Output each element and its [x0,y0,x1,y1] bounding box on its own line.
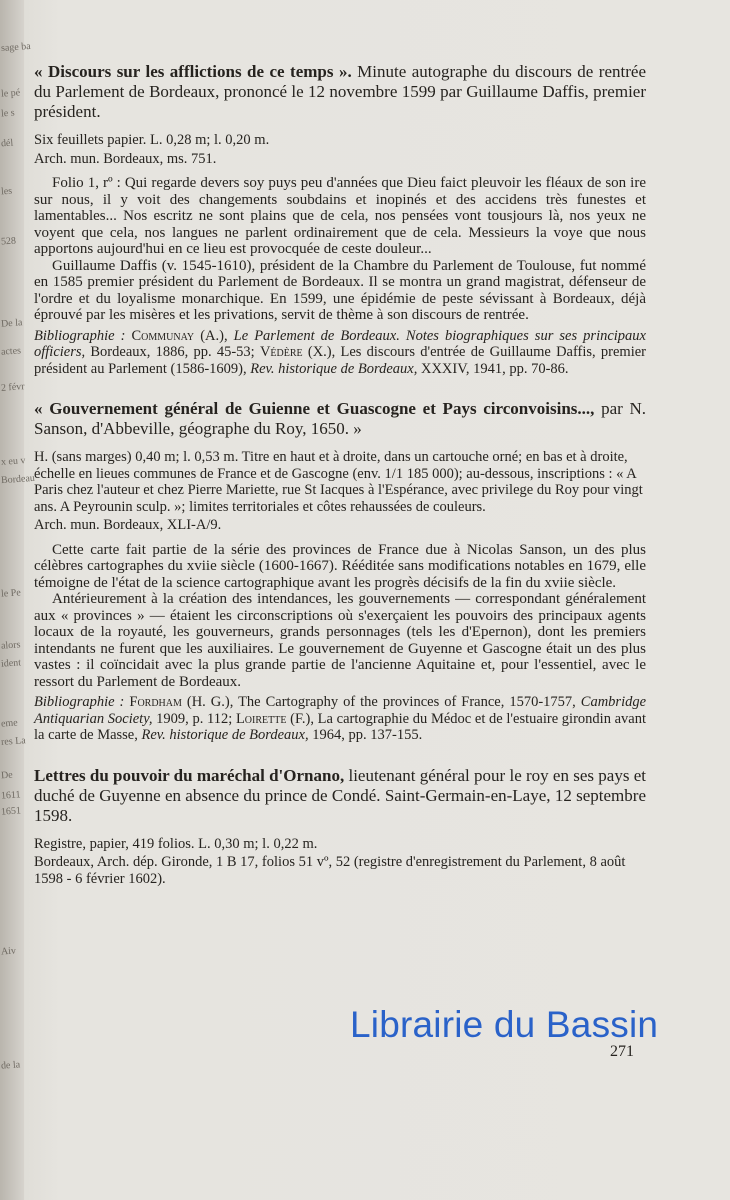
gutter-text: Bordeau [0,472,36,487]
biblio-journal-title: Rev. historique de Bordeaux, [250,360,418,377]
commentary-paragraph: Guillaume Daffis (v. 1545-1610), président de la Chambre du Parlement de Toulouse, fut nommé en 1585 premier président du Parlement de Bordeaux. Il se montra un grand magistrat, défenseur de l'ordre et du loyalisme monarchique. En 1599, une épidémie de peste sévissant à Bordeaux, déjà éprouvé par les misères et les privations, servit de thème à son discours de rentrée. [34,257,646,323]
gutter-text: res La [0,735,27,748]
gutter-text: 1611 [0,789,22,802]
entry-body [34,542,646,691]
entry-title-rest: par N. Sanson, d'Abbeville, géographe du Roy, 1650. » [34,399,646,438]
biblio-work-title: Le Parlement de Bordeaux. Notes biographiques sur ses principaux officiers, [34,327,646,360]
physical-description: Six feuillets papier. L. 0,28 m; l. 0,20 m. [34,132,270,148]
biblio-text: Bordeaux, 1886, pp. 45-53; [90,344,255,360]
biblio-text: XXXIV, 1941, pp. 70-86. [420,360,569,377]
catalogue-entry-gouvernement [34,399,646,744]
gutter-text: x eu v [0,455,26,468]
commentary-paragraph: Cette carte fait partie de la série des provinces de France due à Nicolas Sanson, un des plus célèbres cartographes du xviie siècle (1600-1667). Rééditée sans modifications notables en 1679, elle témoigne de l'état de la science cartographique avant les progrès décisifs de la fin du xviie siècle. [34,541,646,591]
page-number: 271 [610,1043,634,1060]
left-gutter-bleed [0,0,36,1200]
physical-description: H. (sans marges) 0,40 m; l. 0,53 m. Titre en haut et à droite, dans un cartouche orné; en bas et à droite, échelle en lieues communes de France et de Gascogne (env. 1/1 185 000); au-dessous, inscriptions : « A Paris chez l'auteur et chez Pierre Mariette, rue St Iacques à l'Espérance, avec privilege du Roy pour vingt ans. A Peyrounin sculp. »; limites territoriales et côtes rehaussées de couleurs. [34,449,643,515]
gutter-text: De [0,769,14,782]
gutter-text: sage ba [0,40,32,55]
biblio-author: Védère (X.), [259,344,336,360]
biblio-author: Loirette (F.), [235,710,314,727]
gutter-text: le s [0,107,15,120]
biblio-author: Communay (A.), [131,327,228,344]
gutter-text: eme [0,717,19,730]
bibliography [34,328,646,378]
commentary-paragraph: Antérieurement à la création des intendances, les gouvernements — correspondant généralement aux « provinces » — étaient les circonscriptions où s'exerçaient les pouvoirs des principaux agents locaux de la royauté, les gouverneurs, grands personnages (tels les d'Epernon), dont les premiers intendants ne furent que les auxiliaires. Le gouvernement de Guyenne et Gascogne était un des plus vastes : il coïncidait avec la plus grande partie de l'ancienne Aquitaine et, pour l'essentiel, avec le ressort du Parlement de Bordeaux. [34,591,646,690]
gutter-text: 528 [0,235,17,248]
gutter-text: les [0,185,13,198]
gutter-text: le Pe [0,587,22,600]
archive-reference: Bordeaux, Arch. dép. Gironde, 1 B 17, folios 51 vº, 52 (registre d'enregistrement du Parlement, 8 août 1598 - 6 février 1602). [34,854,626,887]
biblio-journal-title: Cambridge Antiquarian Society, [34,694,647,727]
entry-body [34,175,646,324]
archive-reference: Arch. mun. Bordeaux, ms. 751. [34,150,217,167]
gutter-text: De la [0,317,23,330]
catalogue-content [34,62,646,909]
entry-title-bold: Lettres du pouvoir du maréchal d'Ornano, [34,765,345,785]
biblio-text: La cartographie du Médoc et de l'estuaire girondin avant la carte de Masse, [34,710,647,743]
biblio-label: Bibliographie : [34,694,125,710]
gutter-text: dél [0,137,14,150]
biblio-text: The Cartography of the provinces of France, 1570-1757, [238,694,576,710]
catalogue-entry-discours [34,62,646,377]
entry-title [34,399,646,439]
entry-title-rest: Minute autographe du discours de rentrée du Parlement de Bordeaux, prononcé le 12 novembre 1599 par Guillaume Daffis, premier président. [34,62,646,121]
gutter-text: ident [0,657,22,670]
biblio-text: 1964, pp. 137-155. [312,727,423,743]
entry-title-bold: « Gouvernement général de Guienne et Guascogne et Pays circonvoisins..., [34,399,595,418]
biblio-author: Fordham (H. G.), [129,694,234,710]
biblio-text: 1909, p. 112; [156,710,233,727]
entry-title [34,766,646,826]
gutter-text: alors [0,639,21,652]
entry-title-bold: « Discours sur les afflictions de ce temps ». [34,62,352,81]
gutter-text: 2 févr [0,381,25,394]
gutter-text: le pé [0,87,21,100]
entry-title [34,62,646,122]
biblio-journal-title: Rev. historique de Bordeaux, [141,727,309,743]
catalogue-entry-lettres [34,766,646,888]
quote-paragraph: Folio 1, rº : Qui regarde devers soy puys peu d'années que Dieu faict pleuvoir les fléaux de son ire sur nous, il y voit des changements soubdains et inopinés et des accidens très funestes et lamentables... Nos escritz ne sont plains que de cela, nos pensées vont tousjours là, nos yeux ne voyent que cela, nos langues ne parlent ordinairement que de cela. Messieurs la voye que nous apportons aujourd'hui en ce lieu est provocquée de ceste douleur... [34,175,646,257]
biblio-text: Les discours d'entrée de Guillaume Daffis, premier président au Parlement (1586-1609), [34,344,647,377]
watermark-librairie-du-bassin: Librairie du Bassin [350,1004,659,1045]
gutter-text: 1651 [0,805,22,818]
biblio-label: Bibliographie : [34,327,126,344]
gutter-text: actes [0,345,22,358]
gutter-text: Aiv [0,945,17,958]
entry-title-rest: lieutenant général pour le roy en ses pays et duché de Guyenne en absence du prince de Condé. Saint-Germain-en-Laye, 12 septembre 1598. [34,765,646,825]
bibliography [34,694,646,744]
physical-description: Registre, papier, 419 folios. L. 0,30 m; l. 0,22 m. [34,835,318,852]
archive-reference: Arch. mun. Bordeaux, XLI-A/9. [34,517,222,533]
gutter-text: de la [0,1059,21,1072]
